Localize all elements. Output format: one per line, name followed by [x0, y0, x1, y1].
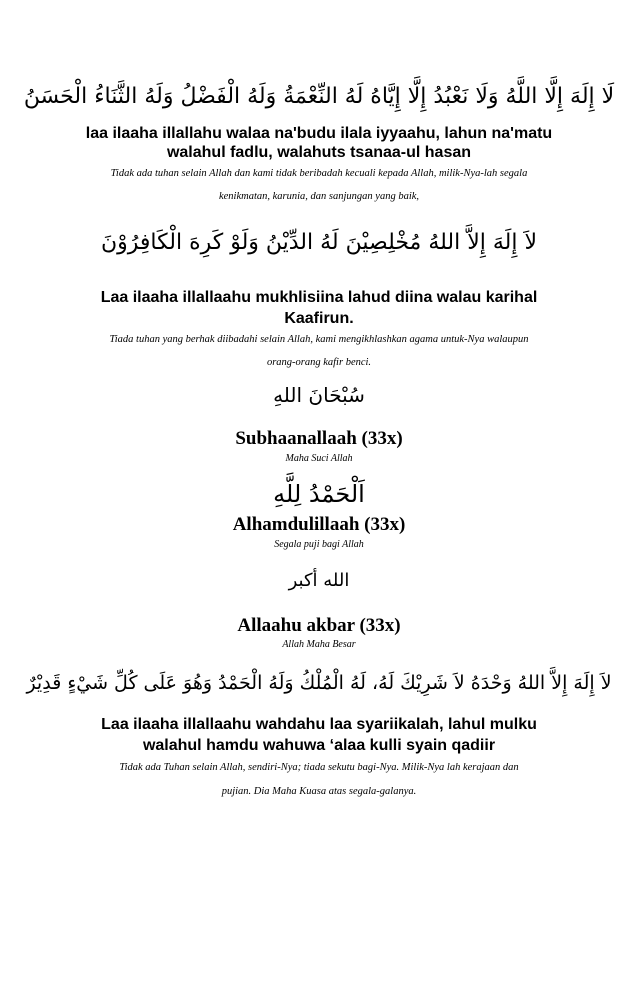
transliteration-line: walahul fadlu, walahuts tsanaa-ul hasan — [166, 144, 472, 161]
translation-line: orang-orang kafir benci. — [266, 357, 372, 368]
arabic-text: لاَ إِلَهَ إِلاَّ اللهُ وَحْدَهُ لاَ شَرِيْكَ لَهُ، لَهُ الْمُلْكُ وَلَهُ الْحَمْدُ وَهُوَ عَلَى كُلِّ شَيْءٍ قَدِيْرٌ — [26, 672, 612, 694]
arabic-text: اَلْحَمْدُ لِلَّهِ — [273, 480, 365, 508]
dhikr-title: Subhaanallaah (33x) — [235, 428, 403, 449]
transliteration-line: walahul hamdu wahuwa ‘alaa kulli syain qadiir — [142, 737, 496, 754]
transliteration-line: Laa ilaaha illallaahu mukhlisiina lahud diina walau karihal — [100, 289, 538, 306]
transliteration-line: laa ilaaha illallahu walaa na'budu ilala iyyaahu, lahun na'matu — [85, 125, 553, 142]
dhikr-meaning: Allah Maha Besar — [282, 639, 356, 650]
dhikr-meaning: Segala puji bagi Allah — [274, 539, 364, 550]
arabic-text: سُبْحَانَ اللهِ — [273, 383, 365, 407]
dhikr-title: Allaahu akbar (33x) — [237, 615, 401, 636]
translation-line: Tidak ada Tuhan selain Allah, sendiri-Nya; tiada sekutu bagi-Nya. Milik-Nya lah kerajaan dan — [119, 762, 519, 773]
dhikr-title: Alhamdulillaah (33x) — [232, 514, 406, 535]
arabic-text: لاَ إِلَهَ إِلاَّ اللهُ مُخْلِصِيْنَ لَهُ الدِّيْنُ وَلَوْ كَرِهَ الْكَافِرُوْنَ — [100, 230, 538, 255]
transliteration-line: Kaafirun. — [284, 310, 354, 327]
translation-line: Tiada tuhan yang berhak diibadahi selain Allah, kami mengikhlashkan agama untuk-Nya walaupun — [109, 334, 529, 345]
translation-line: pujian. Dia Maha Kuasa atas segala-galanya. — [221, 786, 417, 797]
translation-line: Tidak ada tuhan selain Allah dan kami tidak beribadah kecuali kepada Allah, milik-Nya-lah segala — [110, 168, 528, 179]
transliteration-line: Laa ilaaha illallaahu wahdahu laa syariikalah, lahul mulku — [101, 716, 537, 733]
arabic-text: لَا إِلَهَ إِلَّا اللَّهُ وَلَا نَعْبُدُ إِلَّا إِيَّاهُ لَهُ النِّعْمَةُ وَلَهُ الْفَضْلُ وَلَهُ الثَّنَاءُ الْحَسَنُ — [23, 84, 615, 109]
arabic-text: الله أكبر — [288, 570, 350, 591]
translation-line: kenikmatan, karunia, dan sanjungan yang baik, — [218, 191, 420, 202]
dhikr-meaning: Maha Suci Allah — [285, 453, 353, 464]
